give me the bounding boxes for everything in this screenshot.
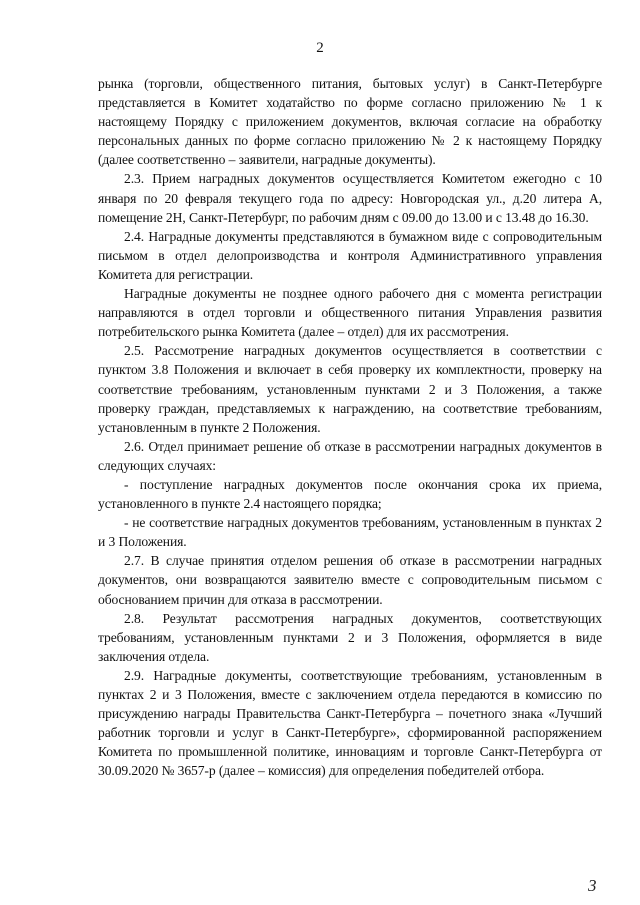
list-item-noncompliance: - не соответствие наградных документов требованиям, установленным в пунктах 2 и 3 Положения. [98, 515, 602, 550]
paragraph-registration: Наградные документы не позднее одного рабочего дня с момента регистрации направляются в отдел торговли и общественного питания Управления развития потребительского рынка Комитета (далее – отдел) для их рассмотрения. [98, 286, 602, 340]
paragraph-2-7: 2.7. В случае принятия отделом решения об отказе в рассмотрении наградных документов, они возвращаются заявителю вместе с сопроводительным письмом с обоснованием причин для отказа в рассмотрении. [98, 553, 602, 607]
page-number: 2 [316, 40, 324, 56]
paragraph-2-6: 2.6. Отдел принимает решение об отказе в рассмотрении наградных документов в следующих случаях: [98, 438, 602, 473]
paragraph-2-9: 2.9. Наградные документы, соответствующие требованиям, установленным в пунктах 2 и 3 Положения, вместе с заключением отдела передаются в комиссию по присуждению награды Правительства Санкт-Петербурга – почетного знака «Лучший работник торговли и услуг в Санкт-Петербурге», сформированной распоряжением Комитета по промышленной политике, инновациям и торговле Санкт-Петербурга от 30.09.2020 № 3657-р (далее – комиссия) для определения победителей отбора. [98, 667, 602, 779]
paragraph-continuation: рынка (торговли, общественного питания, бытовых услуг) в Санкт-Петербурге представляется в Комитет ходатайство по форме согласно приложению № 1 к настоящему Порядку с приложением документов, включая согласие на обработку персональных данных по форме согласно приложению № 2 к настоящему Порядку (далее соответственно – заявители, наградные документы). [98, 76, 602, 168]
paragraph-2-4: 2.4. Наградные документы представляются в бумажном виде с сопроводительным письмом в отдел делопроизводства и контроля Административного управления Комитета для регистрации. [98, 228, 602, 282]
paragraph-2-3: 2.3. Прием наградных документов осуществляется Комитетом ежегодно с 10 января по 20 февраля текущего года по адресу: Новгородская ул., д.20 литера А, помещение 2Н, Санкт-Петербург, по рабочим дням с 09.00 до 13.00 и с 13.48 до 16.30. [98, 171, 602, 225]
list-item-late-submission: - поступление наградных документов после окончания срока их приема, установленного в пункте 2.4 настоящего порядка; [98, 476, 602, 512]
paragraph-2-5: 2.5. Рассмотрение наградных документов осуществляется в соответствии с пунктом 3.8 Положения и включает в себя проверку их комплектности, проверку на соответствие требованиям, установленным пунктами 2 и 3 Положения, а также проверку граждан, представляемых к награждению, на соответствие требованиям, установленным в пункте 2 Положения. [98, 343, 602, 435]
handwritten-page-mark: 3 [588, 876, 597, 895]
document-body [98, 74, 602, 780]
paragraph-2-8: 2.8. Результат рассмотрения наградных документов, соответствующих требованиям, установленным пунктами 2 и 3 Положения, оформляется в виде заключения отдела. [98, 610, 602, 664]
